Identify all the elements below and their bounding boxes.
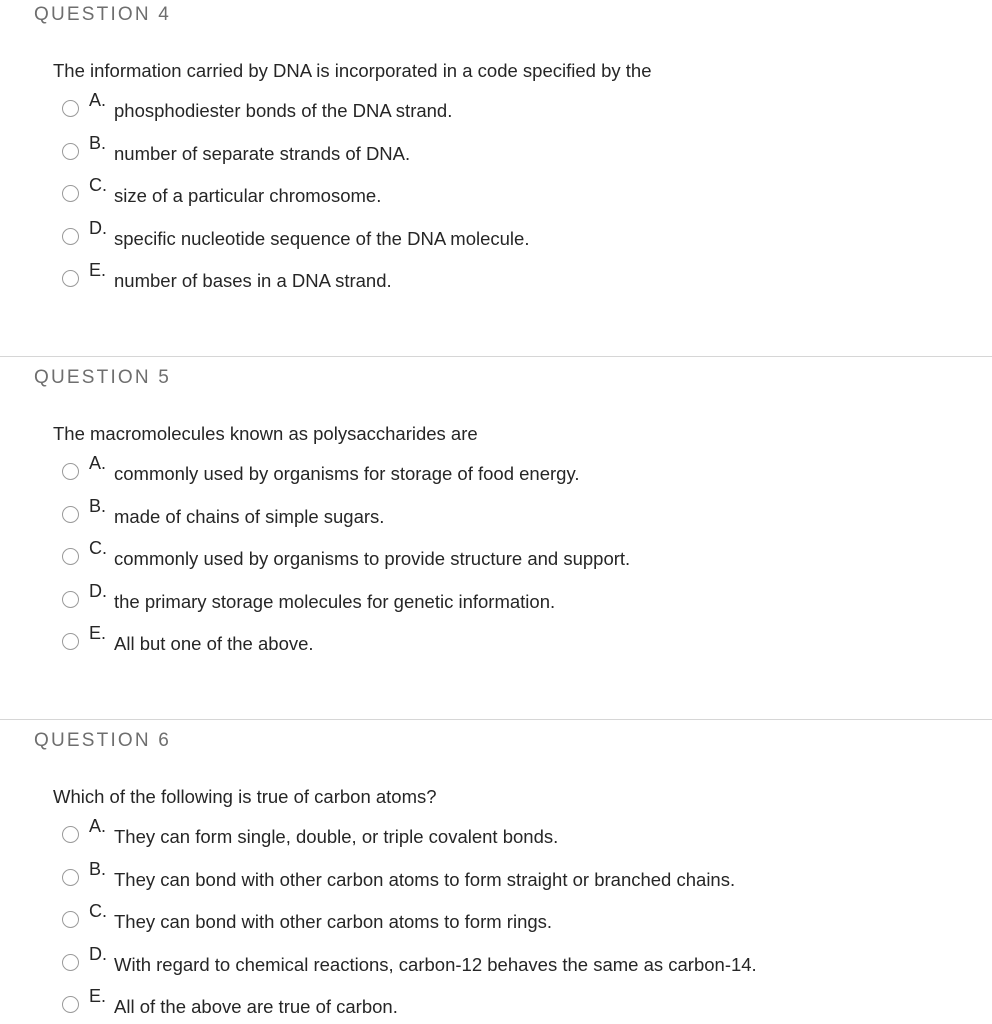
question-6-heading: QUESTION 6 [34, 730, 172, 751]
question-5-option-c[interactable] [62, 536, 962, 576]
question-6-option-a[interactable] [62, 814, 962, 854]
question-4-option-d[interactable] [62, 216, 962, 256]
option-text: They can bond with other carbon atoms to form rings. [114, 911, 553, 932]
question-5-option-e[interactable] [62, 621, 962, 661]
radio-button[interactable] [62, 228, 79, 245]
radio-button[interactable] [62, 185, 79, 202]
option-letter: C. [89, 538, 107, 558]
option-letter: D. [89, 581, 107, 601]
radio-button[interactable] [62, 100, 79, 117]
question-6-prompt: Which of the following is true of carbon atoms? [53, 786, 437, 807]
option-text: number of separate strands of DNA. [114, 143, 411, 164]
radio-button[interactable] [62, 270, 79, 287]
question-5-option-d[interactable] [62, 579, 962, 619]
option-letter: B. [89, 496, 107, 516]
option-letter: C. [89, 175, 107, 195]
radio-button[interactable] [62, 954, 79, 971]
radio-button[interactable] [62, 143, 79, 160]
question-6-option-b[interactable] [62, 857, 962, 897]
option-text: made of chains of simple sugars. [114, 506, 385, 527]
radio-button[interactable] [62, 506, 79, 523]
option-text: All but one of the above. [114, 633, 314, 654]
section-divider [0, 356, 992, 357]
option-text: number of bases in a DNA strand. [114, 270, 392, 291]
option-letter: B. [89, 133, 107, 153]
question-4-option-c[interactable] [62, 173, 962, 213]
option-text: They can bond with other carbon atoms to form straight or branched chains. [114, 869, 736, 890]
option-letter: A. [89, 453, 107, 473]
radio-button[interactable] [62, 826, 79, 843]
question-6-option-e[interactable] [62, 984, 962, 1024]
radio-button[interactable] [62, 911, 79, 928]
question-4-option-b[interactable] [62, 131, 962, 171]
option-letter: B. [89, 859, 107, 879]
option-letter: D. [89, 944, 107, 964]
question-6-option-d[interactable] [62, 942, 962, 982]
option-text: commonly used by organisms for storage of food energy. [114, 463, 580, 484]
radio-button[interactable] [62, 591, 79, 608]
question-5-option-b[interactable] [62, 494, 962, 534]
option-text: size of a particular chromosome. [114, 185, 382, 206]
radio-button[interactable] [62, 996, 79, 1013]
option-text: commonly used by organisms to provide structure and support. [114, 548, 631, 569]
option-letter: A. [89, 90, 107, 110]
question-4-option-a[interactable] [62, 88, 962, 128]
option-letter: D. [89, 218, 107, 238]
section-divider [0, 719, 992, 720]
option-text: phosphodiester bonds of the DNA strand. [114, 100, 453, 121]
option-letter: E. [89, 986, 107, 1006]
radio-button[interactable] [62, 633, 79, 650]
option-text: All of the above are true of carbon. [114, 996, 398, 1017]
radio-button[interactable] [62, 869, 79, 886]
radio-button[interactable] [62, 463, 79, 480]
option-letter: E. [89, 623, 107, 643]
question-5-heading: QUESTION 5 [34, 367, 172, 388]
option-text: With regard to chemical reactions, carbon-12 behaves the same as carbon-14. [114, 954, 757, 975]
question-5-option-a[interactable] [62, 451, 962, 491]
option-letter: C. [89, 901, 107, 921]
question-5-prompt: The macromolecules known as polysaccharides are [53, 423, 478, 444]
option-text: the primary storage molecules for genetic information. [114, 591, 556, 612]
option-text: specific nucleotide sequence of the DNA molecule. [114, 228, 530, 249]
question-4-option-e[interactable] [62, 258, 962, 298]
radio-button[interactable] [62, 548, 79, 565]
option-letter: E. [89, 260, 107, 280]
option-text: They can form single, double, or triple covalent bonds. [114, 826, 559, 847]
question-4-prompt: The information carried by DNA is incorporated in a code specified by the [53, 60, 652, 81]
question-6-option-c[interactable] [62, 899, 962, 939]
question-4-heading: QUESTION 4 [34, 4, 172, 25]
option-letter: A. [89, 816, 107, 836]
